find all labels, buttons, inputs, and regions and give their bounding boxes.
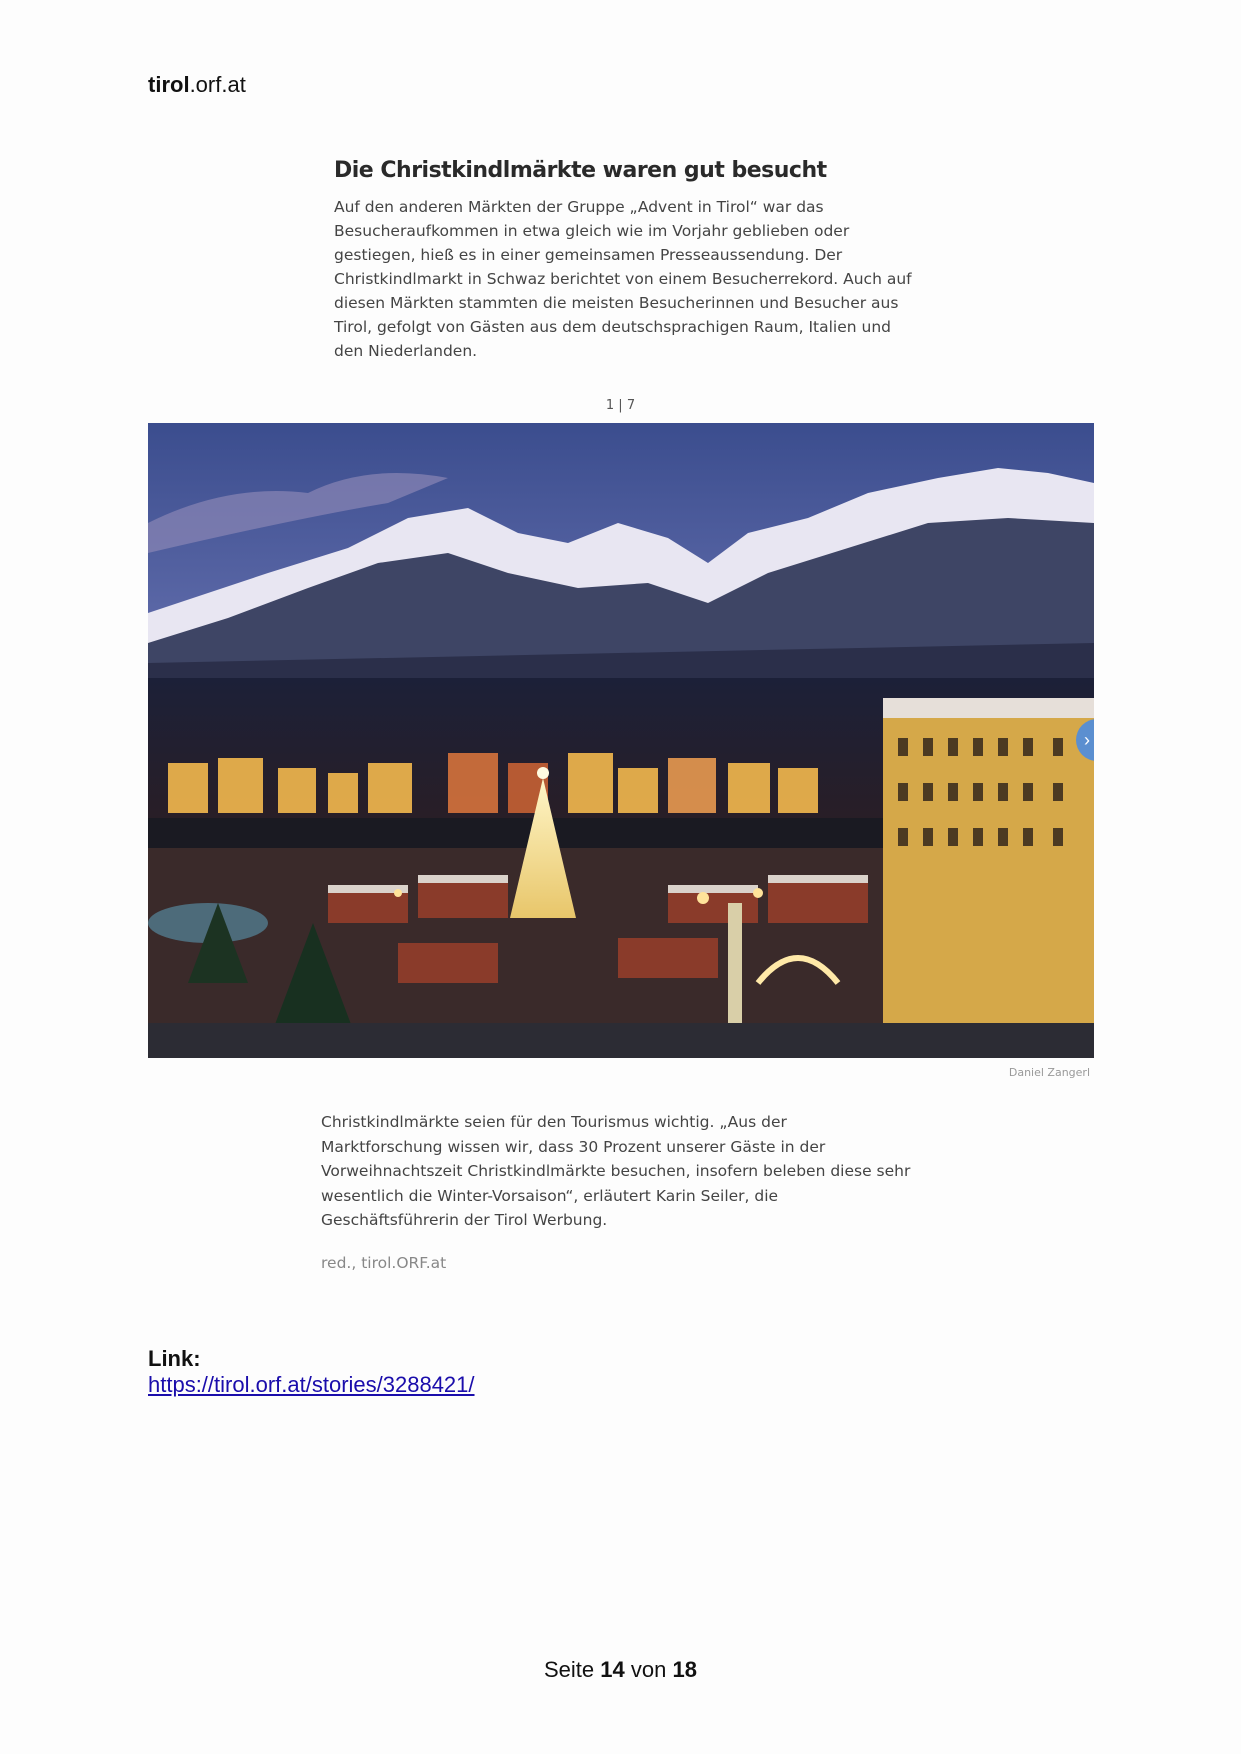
article-section [334, 158, 924, 363]
chevron-right-icon: › [1084, 730, 1090, 750]
article-body-paragraph: Christkindlmärkte seien für den Tourismus wichtig. „Aus der Marktforschung wissen wir, dass 30 Prozent unserer Gäste in der Vorweihnachtszeit Christkindlmärkte besuchen, insofern beleben diese sehr wesentlich die Winter-Vorsaison“, erläutert Karin Seiler, die Geschäftsführerin der Tirol Werbung. [321, 1113, 911, 1229]
footer-page-number: 14 [600, 1657, 625, 1682]
gallery-photo [148, 423, 1094, 1058]
byline: red., tirol.ORF.at [321, 1253, 447, 1272]
page-footer [0, 1657, 1241, 1683]
footer-total-pages: 18 [672, 1657, 697, 1682]
article-heading: Die Christkindlmärkte waren gut besucht [334, 158, 827, 183]
article-body-section [321, 1110, 911, 1275]
story-link[interactable]: https://tirol.orf.at/stories/3288421/ [148, 1372, 475, 1397]
christmas-market-photo [148, 423, 1094, 1058]
photo-credit: Daniel Zangerl [1008, 1066, 1090, 1079]
brand-rest: .orf.at [189, 72, 246, 97]
footer-prefix: Seite [544, 1657, 595, 1682]
gallery-counter: 1 | 7 [605, 398, 636, 413]
article-paragraph: Auf den anderen Märkten der Gruppe „Advent in Tirol“ war das Besucheraufkommen in etwa gleich wie im Vorjahr geblieben oder gestiegen, hieß es in einer gemeinsamen Presseaussendung. Der Christkindlmarkt in Schwaz berichtet von einem Besucherrekord. Auch auf diesen Märkten stammten die meisten Besucherinnen und Besucher aus Tirol, gefolgt von Gästen aus dem deutschsprachigen Raum, Italien und den Niederlanden. [334, 198, 912, 360]
brand-bold: tirol [148, 72, 190, 97]
link-label: Link: [148, 1346, 201, 1371]
link-block [148, 1346, 475, 1398]
site-header [148, 72, 246, 98]
footer-middle: von [630, 1657, 667, 1682]
